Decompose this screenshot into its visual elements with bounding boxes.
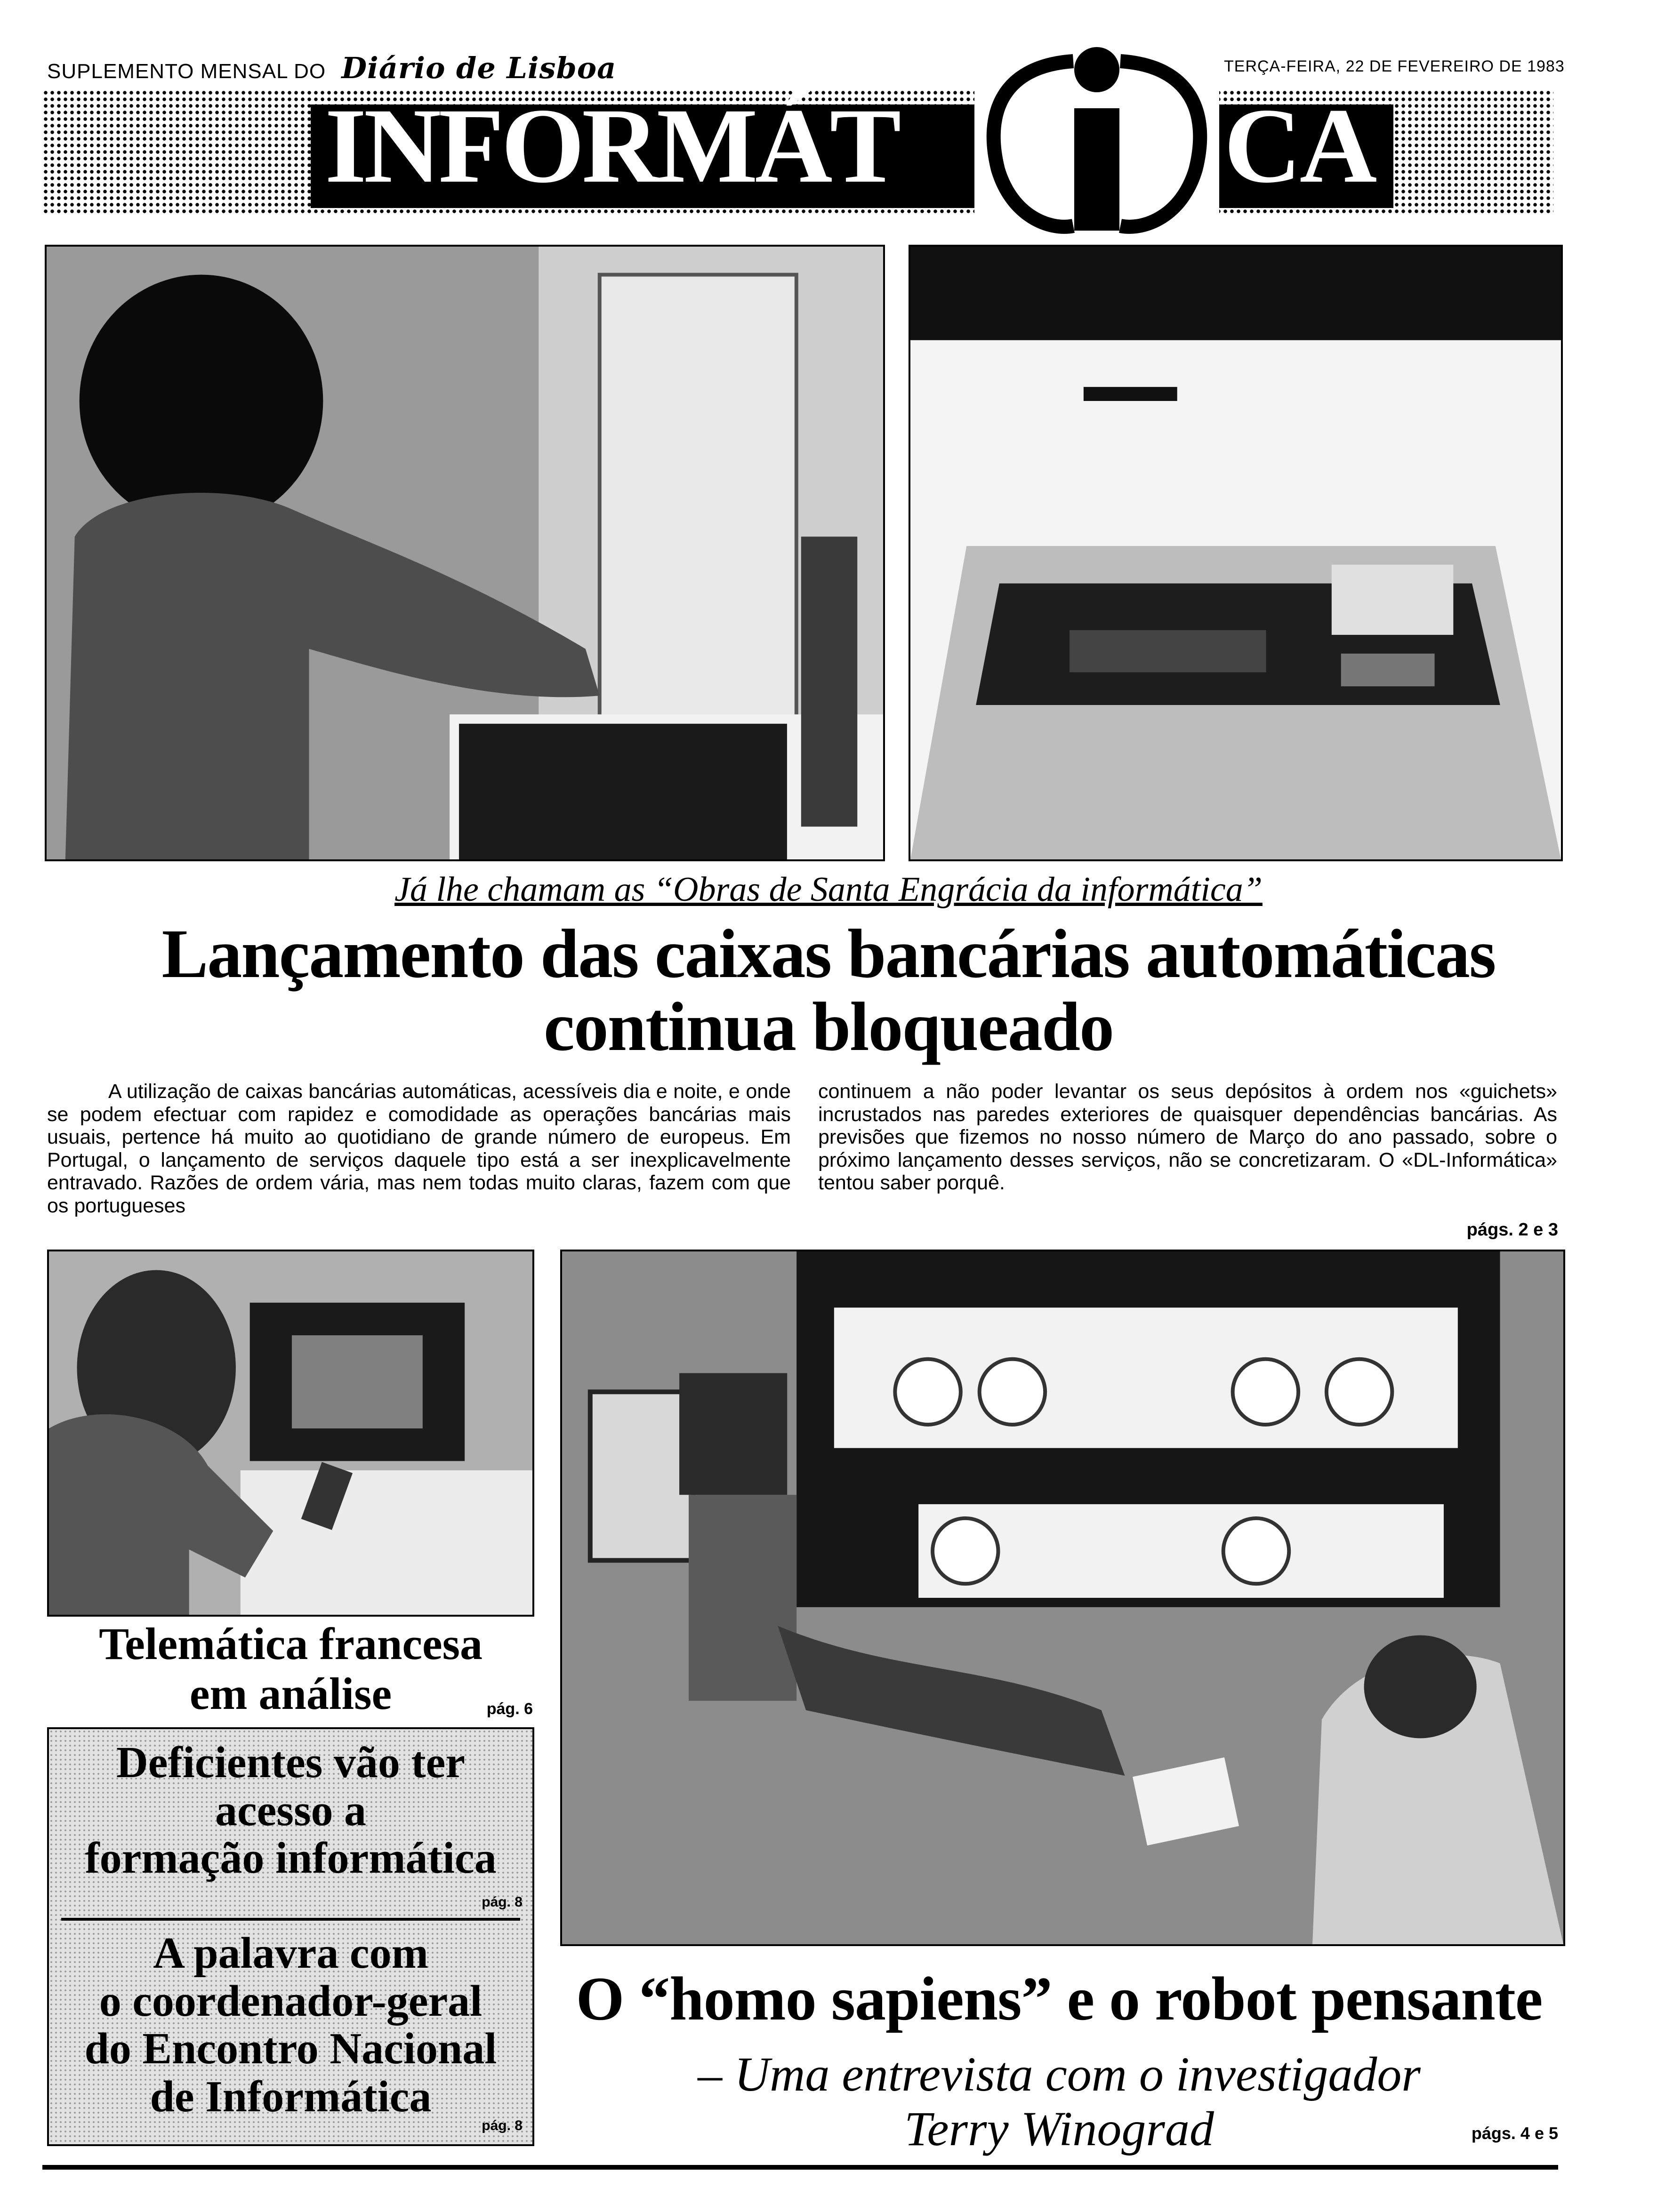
telematica-headline-line-2: em análise bbox=[189, 1668, 392, 1719]
box-divider bbox=[61, 1918, 520, 1921]
photo-woman-with-remote bbox=[47, 1250, 534, 1617]
supplement-text: SUPLEMENTO MENSAL DO bbox=[47, 60, 326, 83]
lead-headline bbox=[0, 915, 1657, 1066]
palavra-headline-line-2: o coordenador-geral bbox=[99, 1976, 483, 2026]
palavra-headline bbox=[52, 1930, 530, 2121]
lead-headline-line-2: continua bloqueado bbox=[543, 988, 1114, 1066]
robot-headline: O “homo sapiens” e o robot pensante bbox=[576, 1964, 1543, 2033]
deficientes-page-ref: pág. 8 bbox=[482, 1894, 523, 1910]
photo-atm-closeup bbox=[909, 245, 1563, 861]
palavra-headline-line-1: A palavra com bbox=[153, 1929, 428, 1978]
telematica-page-ref: pág. 6 bbox=[486, 1700, 533, 1718]
supplement-label bbox=[47, 51, 616, 85]
masthead-title-left: INFORMÁT bbox=[325, 87, 899, 205]
bottom-rule bbox=[42, 2165, 1558, 2170]
masthead-title-right: CA bbox=[1224, 87, 1375, 205]
photo-robot-and-man bbox=[560, 1250, 1565, 1946]
deficientes-headline bbox=[52, 1739, 530, 1883]
palavra-page-ref: pág. 8 bbox=[482, 2118, 523, 2133]
robot-subhead-line-2: Terry Winograd bbox=[904, 2102, 1214, 2156]
photo-caption: Já lhe chamam as “Obras de Santa Engrácia da informática” bbox=[394, 870, 1263, 909]
deficientes-headline-line-2: acesso a bbox=[215, 1786, 367, 1835]
robot-page-ref: págs. 4 e 5 bbox=[1471, 2124, 1558, 2143]
informatica-i-logo bbox=[965, 38, 1229, 245]
deficientes-headline-line-1: Deficientes vão ter bbox=[116, 1738, 466, 1787]
lead-story-page-ref: págs. 2 e 3 bbox=[1466, 1220, 1558, 1240]
logo-i-stem bbox=[1074, 108, 1119, 231]
robot-subhead-line-1: – Uma entrevista com o investigador bbox=[698, 2047, 1421, 2101]
issue-date: TERÇA-FEIRA, 22 DE FEVEREIRO DE 1983 bbox=[1224, 57, 1565, 75]
palavra-headline-line-3: do Encontro Nacional bbox=[84, 2024, 497, 2074]
lead-story-column-1: A utilização de caixas bancárias automáticas, acessíveis dia e noite, e onde se podem efectuar com rapidez e comodidade as operações bancárias mais usuais, pertence há muito ao quotidiano de grande número de europeus. Em Portugal, o lançamento de serviços daquele tipo está a ser inexplicavelmente entravado. Razões de ordem vária, mas nem todas muito claras, fazem com que os portugueses bbox=[47, 1080, 791, 1217]
photo-woman-at-atm bbox=[45, 245, 885, 861]
lead-headline-line-1: Lançamento das caixas bancárias automáticas bbox=[161, 915, 1496, 993]
deficientes-headline-line-3: formação informática bbox=[85, 1834, 497, 1883]
newspaper-name: Diário de Lisboa bbox=[341, 51, 617, 85]
logo-i-dot bbox=[1074, 47, 1119, 92]
telematica-headline-line-1: Telemática francesa bbox=[99, 1619, 483, 1669]
lead-story-column-2: continuem a não poder levantar os seus depósitos à ordem nos «guichets» incrustados nas paredes exteriores de quaisquer dependências bancárias. As previsões que fizemos no nosso número de Março do ano passado, sobre o próximo lançamento desses serviços, não se concretizaram. O «DL-Informática» tentou saber porquê. bbox=[818, 1080, 1557, 1194]
palavra-headline-line-4: de Informática bbox=[150, 2072, 432, 2121]
